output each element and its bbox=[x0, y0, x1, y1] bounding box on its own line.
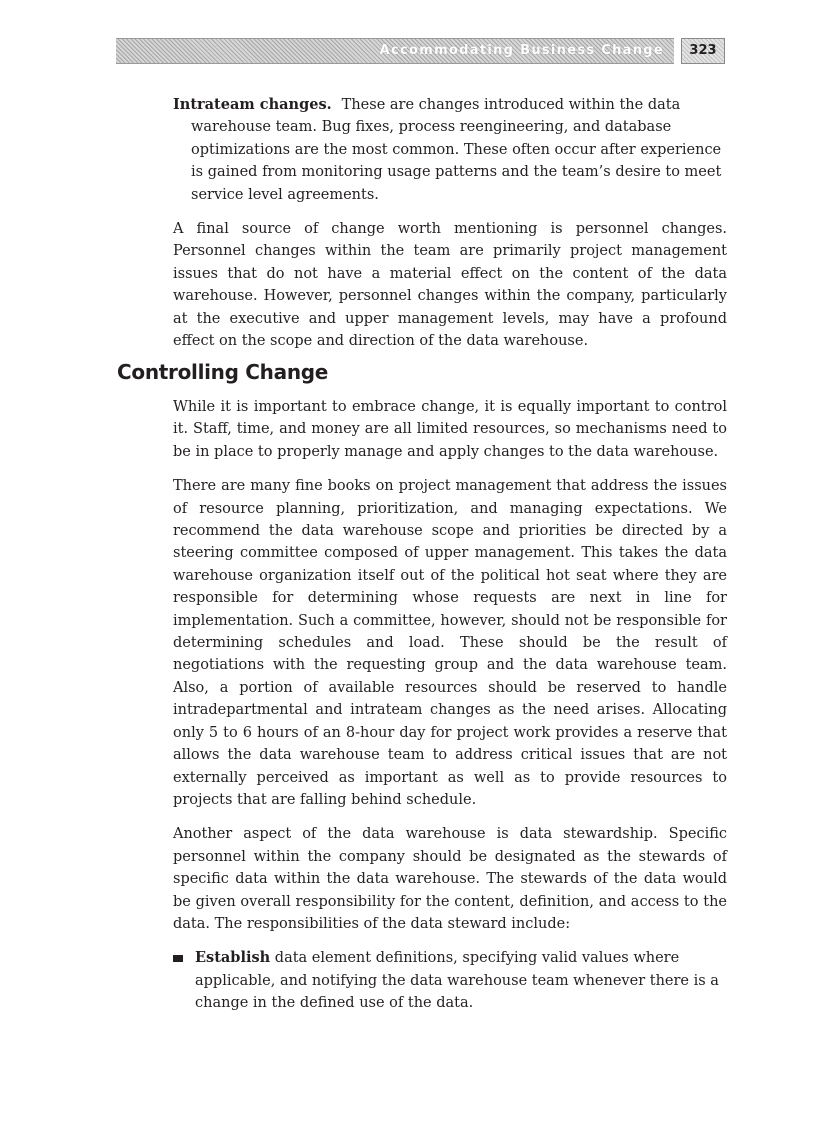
running-head: Accommodating Business Change bbox=[379, 43, 664, 58]
page-number: 323 bbox=[681, 38, 725, 64]
intrateam-text: These are changes introduced within the data warehouse team. Bug fixes, process reengineering, and database optimizations are the most common. These often occur after experience is gained from monitoring usage patterns and the team’s desire to meet service level agreements. bbox=[191, 97, 722, 203]
bullet-text bbox=[195, 947, 727, 1014]
personnel-paragraph: A final source of change worth mentioning is personnel changes. Personnel changes within the team are primarily project management issues that do not have a material effect on the content of the data warehouse. However, personnel changes within the company, particularly at the executive and upper management levels, may have a profound effect on the scope and direction of the data warehouse. bbox=[173, 221, 727, 350]
section-paragraph: Another aspect of the data warehouse is data stewardship. Specific personnel within the company should be designated as the stewards of specific data within the data warehouse. The stewards of the data would be given overall responsibility for the content, definition, and access to the data. The responsibilities of the data steward include: bbox=[173, 826, 727, 932]
bullet-square-icon bbox=[173, 955, 183, 962]
body-text-top bbox=[173, 94, 727, 364]
intrateam-lead: Intrateam changes. bbox=[173, 96, 332, 113]
section-paragraph: While it is important to embrace change, it is equally important to control it. Staff, time, and money are all limited resources, so mechanisms need to be in place to properly manage and apply changes to the data warehouse. bbox=[173, 399, 727, 460]
bullet-body: data element definitions, specifying valid values where applicable, and notifying the data warehouse team whenever there is a change in the defined use of the data. bbox=[195, 950, 719, 1012]
section-heading: Controlling Change bbox=[117, 360, 329, 384]
running-head-bar bbox=[116, 38, 674, 64]
body-text-section bbox=[173, 396, 727, 1015]
bullet-item bbox=[173, 947, 727, 1014]
bullet-lead: Establish bbox=[195, 949, 271, 967]
section-paragraph: There are many fine books on project management that address the issues of resource planning, prioritization, and managing expectations. We recommend the data warehouse scope and priorities be directed by a steering committee composed of upper management. This takes the data warehouse organization itself out of the political hot seat where they are responsible for determining whose requests are next in line for implementation. Such a committee, however, should not be responsible for determining schedules and load. These should be the result of negotiations with the requesting group and the data warehouse team. Also, a portion of available resources should be reserved to handle intradepartmental and intrateam changes as the need arises. Allocating only 5 to 6 hours of an 8-hour day for project work provides a reserve that allows the data warehouse team to address critical issues that are not externally perceived as important as well as to provide resources to projects that are falling behind schedule. bbox=[173, 478, 727, 808]
intrateam-paragraph bbox=[173, 94, 727, 206]
